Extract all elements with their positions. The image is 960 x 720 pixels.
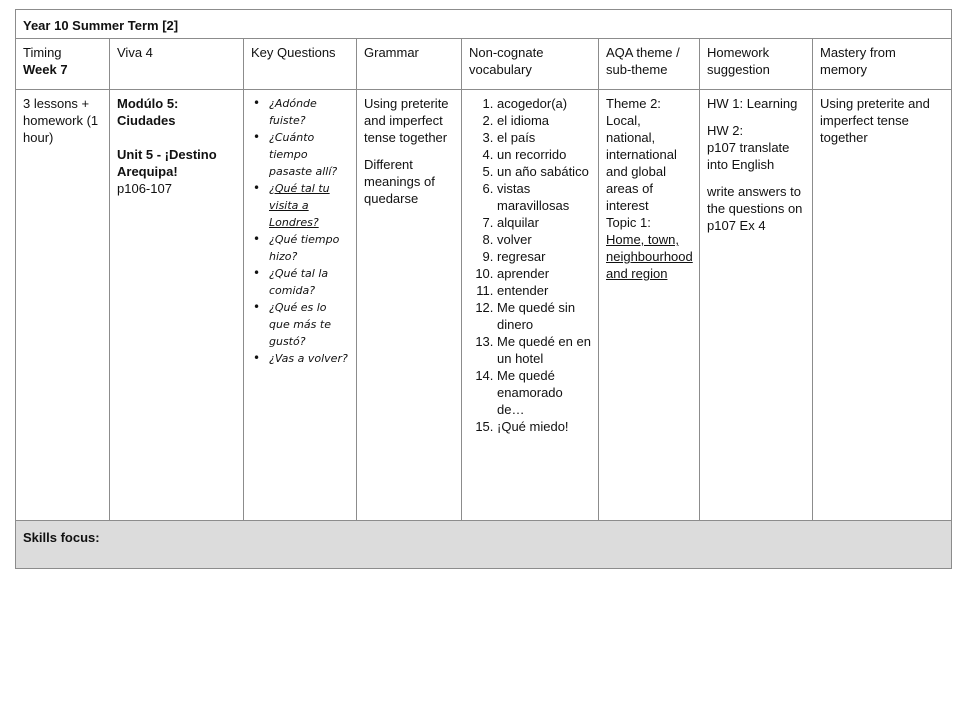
vocab-item: 1. acogedor(a) xyxy=(497,95,591,112)
vocab-item: 11. entender xyxy=(497,282,591,299)
lesson-plan-table xyxy=(15,9,952,569)
aqa-topic: Topic 1: xyxy=(606,215,651,230)
vocab-item: 15. ¡Qué miedo! xyxy=(497,418,591,435)
vocab-item: 9. regresar xyxy=(497,248,591,265)
cell-timing: 3 lessons + homework (1 hour) xyxy=(16,90,110,521)
header-mastery: Mastery from memory xyxy=(813,39,952,90)
key-question: • ¿Cuánto tiempo pasaste allí? xyxy=(269,129,349,180)
viva-unit: Unit 5 - ¡Destino Arequipa! xyxy=(117,147,217,179)
header-vocabulary: Non-cognate vocabulary xyxy=(462,39,599,90)
header-key-questions: Key Questions xyxy=(244,39,357,90)
header-homework: Homework suggestion xyxy=(700,39,813,90)
vocab-item: 13. Me quedé en en un hotel xyxy=(497,333,591,367)
vocab-item: 7. alquilar xyxy=(497,214,591,231)
cell-grammar xyxy=(357,90,462,521)
header-aqa-theme: AQA theme / sub-theme xyxy=(599,39,700,90)
vocabulary-list xyxy=(469,95,591,435)
cell-key-questions xyxy=(244,90,357,521)
vocab-item: 6. vistas maravillosas xyxy=(497,180,591,214)
key-question: • ¿Qué es lo que más te gustó? xyxy=(269,299,349,350)
vocab-item: 4. un recorrido xyxy=(497,146,591,163)
homework-3: write answers to the questions on p107 Ex 4 xyxy=(707,184,803,233)
grammar-point: Using preterite and imperfect tense together xyxy=(364,96,449,145)
aqa-subtheme: Home, town, neighbourhood and region xyxy=(606,232,693,281)
viva-pages: p106-107 xyxy=(117,181,172,196)
skills-focus: Skills focus: xyxy=(16,521,952,569)
homework-2-text: p107 translate into English xyxy=(707,140,790,172)
cell-vocabulary xyxy=(462,90,599,521)
vocab-item: 10. aprender xyxy=(497,265,591,282)
key-question: • ¿Qué tal tu visita a Londres? xyxy=(269,180,349,231)
cell-aqa-theme xyxy=(599,90,700,521)
viva-module: Modúlo 5: Ciudades xyxy=(117,96,179,128)
vocab-item: 14. Me quedé enamorado de… xyxy=(497,367,591,418)
key-questions-list xyxy=(251,95,349,367)
key-question: • ¿Qué tal la comida? xyxy=(269,265,349,299)
vocab-item: 5. un año sabático xyxy=(497,163,591,180)
cell-mastery: Using preterite and imperfect tense together xyxy=(813,90,952,521)
homework-1: HW 1: Learning xyxy=(707,96,798,111)
cell-homework xyxy=(700,90,813,521)
homework-2-label: HW 2: xyxy=(707,123,744,138)
key-question: • ¿Vas a volver? xyxy=(269,350,349,367)
header-timing: Timing Week 7 xyxy=(16,39,110,90)
header-viva: Viva 4 xyxy=(110,39,244,90)
vocab-item: 3. el país xyxy=(497,129,591,146)
vocab-item: 12. Me quedé sin dinero xyxy=(497,299,591,333)
aqa-theme: Theme 2: Local, national, international and global areas of interest xyxy=(606,96,677,213)
header-grammar: Grammar xyxy=(357,39,462,90)
cell-viva xyxy=(110,90,244,521)
key-question: • ¿Qué tiempo hizo? xyxy=(269,231,349,265)
key-question: • ¿Adónde fuiste? xyxy=(269,95,349,129)
grammar-point: Different meanings of quedarse xyxy=(364,157,435,206)
vocab-item: 2. el idioma xyxy=(497,112,591,129)
vocab-item: 8. volver xyxy=(497,231,591,248)
table-title: Year 10 Summer Term [2] xyxy=(16,10,952,39)
